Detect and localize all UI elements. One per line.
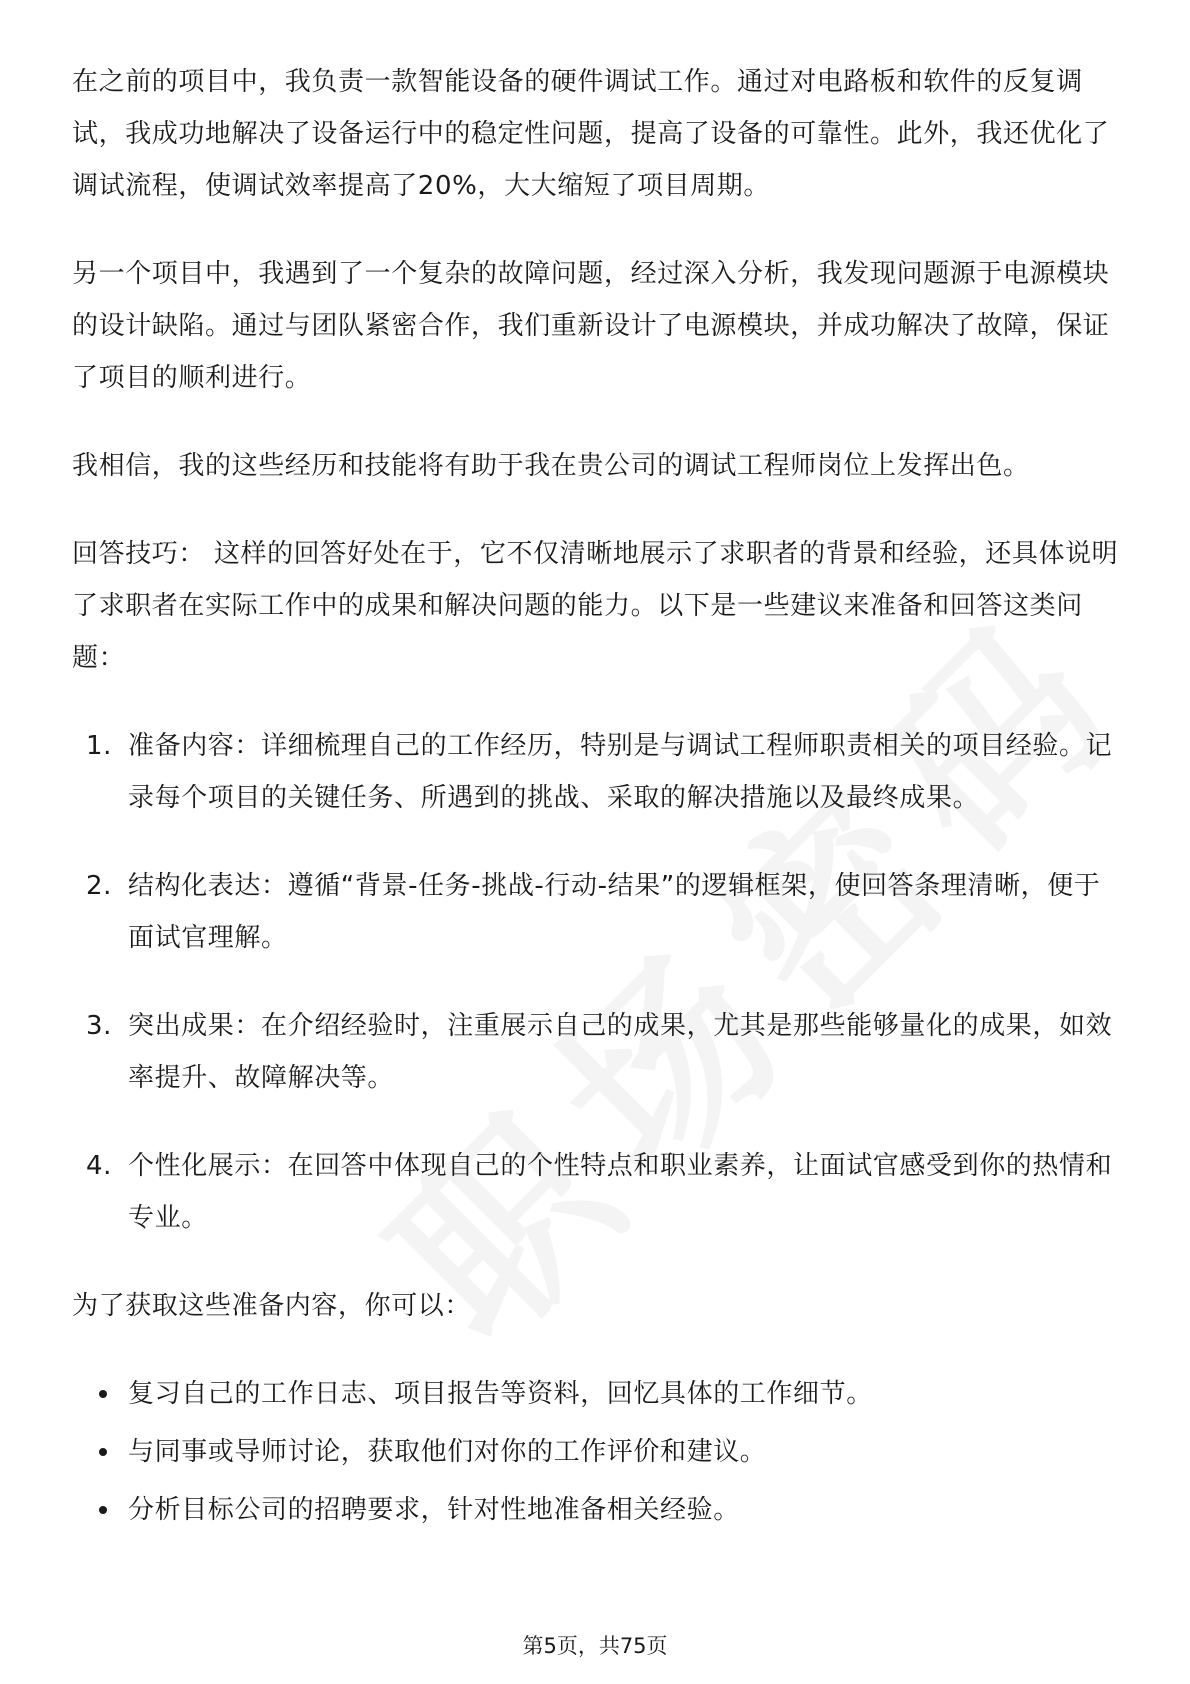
list-number: 2. (86, 871, 113, 901)
paragraph: 在之前的项目中，我负责一款智能设备的硬件调试工作。通过对电路板和软件的反复调试，我成功地解决了设备运行中的稳定性问题，提高了设备的可靠性。此外，我还优化了调试流程，使调试效率提高了20%，大大缩短了项目周期。 (72, 67, 1110, 201)
page-number: 第5页，共75页 (522, 1634, 668, 1658)
paragraph-tips: 回答技巧： 这样的回答好处在于，它不仅清晰地展示了求职者的背景和经验，还具体说明了求职者在实际工作中的成果和解决问题的能力。以下是一些建议来准备和回答这类问题： (72, 539, 1119, 673)
paragraph: 另一个项目中，我遇到了一个复杂的故障问题，经过深入分析，我发现问题源于电源模块的设计缺陷。通过与团队紧密合作，我们重新设计了电源模块，并成功解决了故障，保证了项目的顺利进行。 (72, 259, 1110, 393)
list-number: 4. (86, 1151, 113, 1181)
list-number: 3. (86, 1011, 113, 1041)
paragraph: 为了获取这些准备内容，你可以： (72, 1291, 472, 1321)
list-item-text: 结构化表达：遵循“背景-任务-挑战-行动-结果”的逻辑框架，使回答条理清晰，便于面试官理解。 (128, 871, 1101, 953)
list-item-text: 突出成果：在介绍经验时，注重展示自己的成果，尤其是那些能够量化的成果，如效率提升、故障解决等。 (128, 1011, 1113, 1093)
bullet-icon (99, 1506, 107, 1514)
list-item-text: 准备内容：详细梳理自己的工作经历，特别是与调试工程师职责相关的项目经验。记录每个项目的关键任务、所遇到的挑战、采取的解决措施以及最终成果。 (128, 731, 1113, 813)
list-item (72, 1484, 1124, 1536)
list-item-text: 复习自己的工作日志、项目报告等资料，回忆具体的工作细节。 (128, 1379, 873, 1409)
bullet-icon (99, 1390, 107, 1398)
list-item-text: 分析目标公司的招聘要求，针对性地准备相关经验。 (128, 1495, 740, 1525)
list-item (72, 1368, 1124, 1420)
list-item (72, 1426, 1124, 1478)
list-item-text: 与同事或导师讨论，获取他们对你的工作评价和建议。 (128, 1437, 767, 1467)
list-item (72, 860, 1124, 964)
numbered-list (72, 720, 1124, 1244)
list-item (72, 720, 1124, 824)
list-item (72, 1000, 1124, 1104)
paragraph: 我相信，我的这些经历和技能将有助于我在贵公司的调试工程师岗位上发挥出色。 (72, 451, 1030, 481)
bullet-icon (99, 1448, 107, 1456)
bullet-list (72, 1368, 1124, 1536)
list-item-text: 个性化展示：在回答中体现自己的个性特点和职业素养，让面试官感受到你的热情和专业。 (128, 1151, 1113, 1233)
document-body (72, 56, 1124, 1542)
list-number: 1. (86, 731, 113, 761)
list-item (72, 1140, 1124, 1244)
